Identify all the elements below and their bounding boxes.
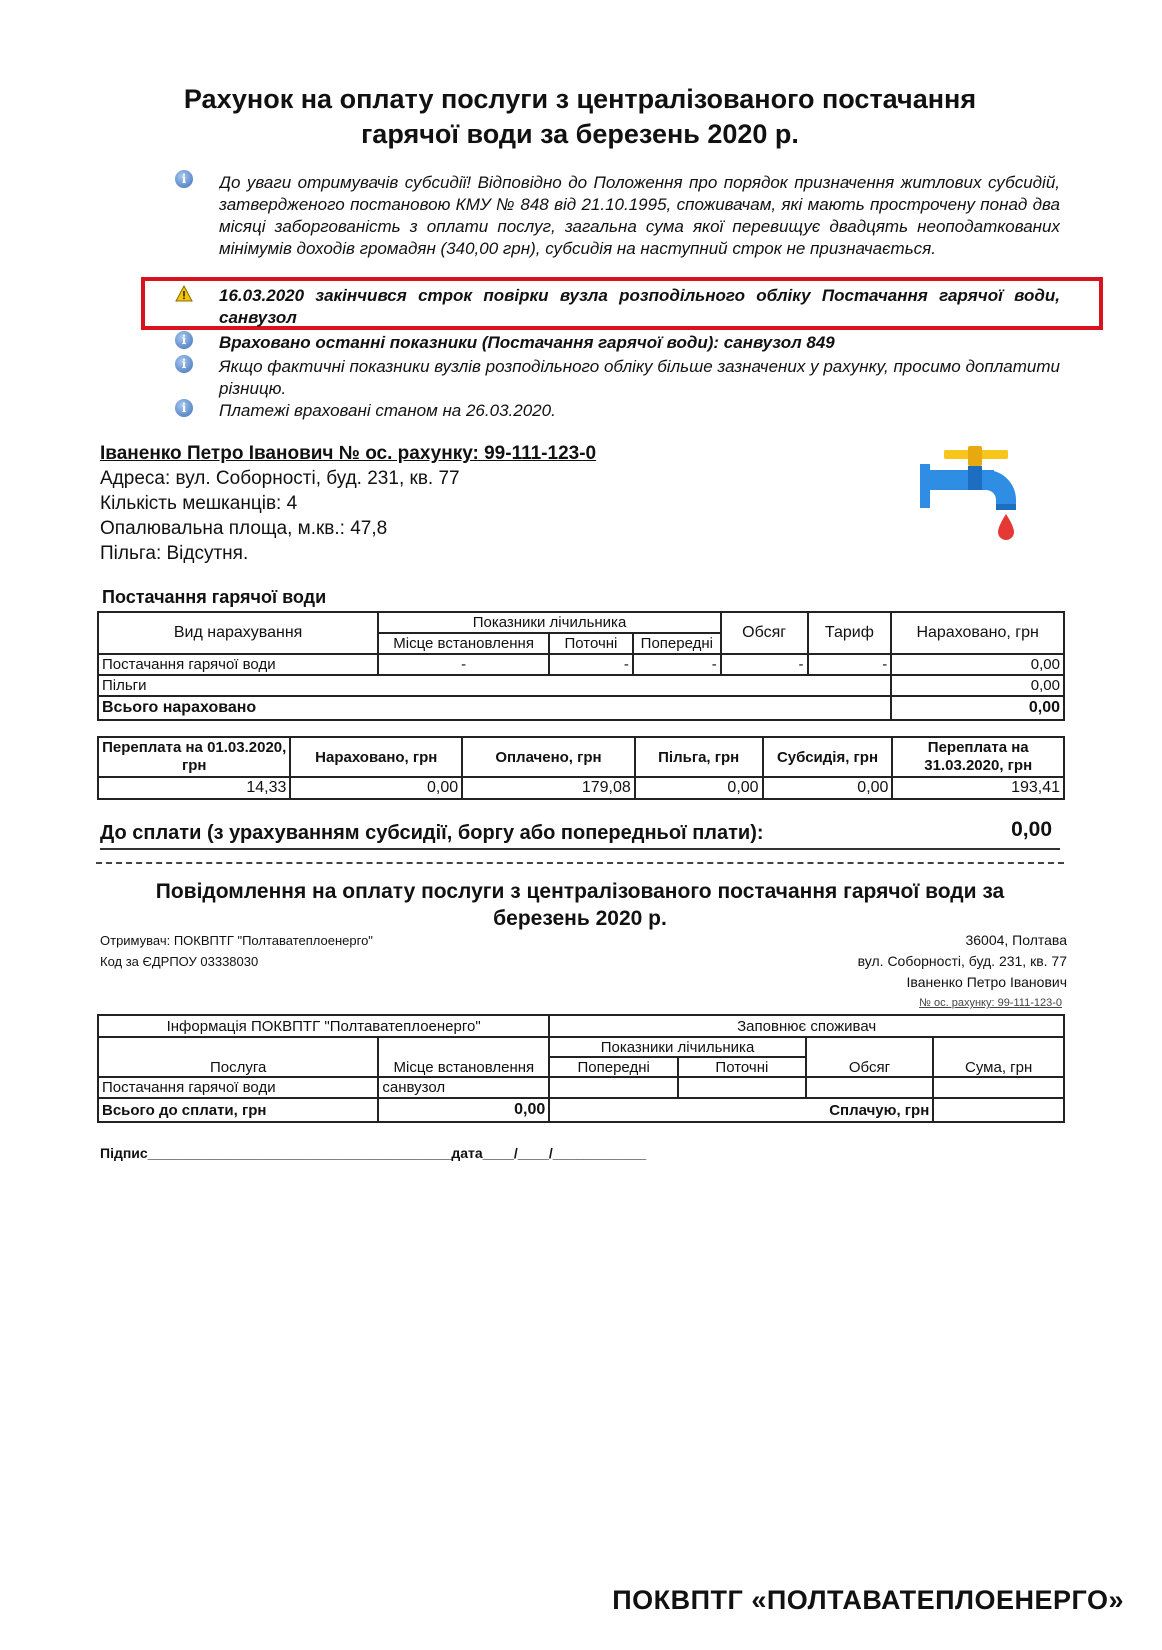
- row-charged: 0,00: [891, 675, 1064, 696]
- balance-paid-value: 179,08: [462, 777, 635, 799]
- header-charged: Нараховано, грн: [891, 612, 1064, 654]
- total-due-label: Всього до сплати, грн: [98, 1098, 378, 1122]
- balance-charged-value: 0,00: [290, 777, 462, 799]
- customer-info: [100, 441, 596, 566]
- row-charged: 0,00: [891, 654, 1064, 675]
- header-tariff: Тариф: [808, 612, 892, 654]
- balance-header-start: Переплата на 01.03.2020, грн: [98, 737, 290, 777]
- notice-title-line1: Повідомлення на оплату послуги з централізованого постачання гарячої води за: [155, 880, 1005, 903]
- recipient: Отримувач: ПОКВПТГ "Полтаватеплоенерго": [100, 933, 373, 948]
- row-location: -: [378, 654, 549, 675]
- faucet-icon: [920, 442, 1024, 546]
- paying-label: Сплачую, грн: [549, 1098, 933, 1122]
- notice-title: [100, 878, 1060, 932]
- row-previous: -: [633, 654, 721, 675]
- bill-title-line1: Рахунок на оплату послуги з централізованого постачання: [183, 84, 977, 114]
- info-icon: i: [175, 355, 193, 373]
- customer-name-account: Іваненко Петро Іванович № ос. рахунку: 99-111-123-0: [100, 443, 597, 464]
- divider: [100, 848, 1060, 850]
- signature-line: [100, 1145, 646, 1161]
- balance-header-paid: Оплачено, грн: [462, 737, 635, 777]
- notice-subsidy-text: До уваги отримувачів субсидії! Відповідно до Положення про порядок призначення житлових субсидій, затвердженого постановою КМУ № 848 від 21.10.1995, споживачам, які мають прострочену понад два місяці заборгованість з оплати послуг, загальна сума якої перевищує двадцять неоподаткованих мінімумів доходів громадян (340,00 грн), субсидія на наступний строк не призначається.: [219, 173, 1060, 258]
- charges-table: [97, 611, 1065, 721]
- notice-difference-text: Якщо фактичні показники вузлів розподільного обліку більше зазначених у рахунку, просимо доплатити різницю.: [219, 357, 1060, 398]
- sum-field[interactable]: [933, 1077, 1064, 1098]
- recipient-block: [100, 930, 373, 972]
- row-service: Постачання гарячої води: [98, 1077, 378, 1098]
- total-due-value: 0,00: [378, 1098, 549, 1122]
- signature-field[interactable]: _______________________________________: [147, 1145, 452, 1161]
- header-meter-readings: Показники лічильника: [549, 1037, 805, 1057]
- balance-start-value: 14,33: [98, 777, 290, 799]
- warning-icon: [175, 285, 193, 303]
- balance-table: [97, 736, 1065, 800]
- notice-readings-text: Враховано останні показники (Постачання гарячої води): санвузол 849: [219, 333, 835, 352]
- signature-label: Підпис: [100, 1145, 148, 1161]
- date-label: дата: [451, 1145, 483, 1161]
- customer-address: Адреса: вул. Соборності, буд. 231, кв. 77: [100, 468, 460, 489]
- header-sum: Сума, грн: [933, 1037, 1064, 1077]
- previous-reading-field[interactable]: [549, 1077, 678, 1098]
- info-header: Інформація ПОКВПТГ "Полтаватеплоенерго": [98, 1015, 549, 1037]
- notice-warning-text: 16.03.2020 закінчився строк повірки вузла розподільного обліку Постачання гарячої води, санвузол: [219, 286, 1060, 327]
- info-icon: i: [175, 170, 193, 188]
- table-row: [98, 675, 1064, 696]
- table-row: [98, 1077, 1064, 1098]
- header-current: Поточні: [678, 1057, 806, 1077]
- balance-header-charged: Нараховано, грн: [290, 737, 462, 777]
- customer-benefit: Пільга: Відсутня.: [100, 543, 249, 564]
- row-type: Постачання гарячої води: [98, 654, 378, 675]
- table-row-total: [98, 1098, 1064, 1122]
- header-service: Послуга: [98, 1037, 378, 1077]
- bill-title: [100, 82, 1060, 152]
- payer-street: вул. Соборності, буд. 231, кв. 77: [857, 953, 1067, 969]
- notice-title-line2: березень 2020 р.: [493, 907, 667, 930]
- edrpou-code: Код за ЄДРПОУ 03338030: [100, 954, 259, 969]
- row-current: -: [549, 654, 633, 675]
- paying-amount-field[interactable]: [933, 1098, 1064, 1122]
- table-row: [98, 777, 1064, 799]
- payer-name: Іваненко Петро Іванович: [906, 974, 1067, 990]
- row-location: санвузол: [378, 1077, 549, 1098]
- balance-header-end: Переплата на 31.03.2020, грн: [892, 737, 1064, 777]
- info-icon: i: [175, 331, 193, 349]
- row-tariff: -: [808, 654, 892, 675]
- header-location: Місце встановлення: [378, 1037, 549, 1077]
- customer-residents: Кількість мешканців: 4: [100, 493, 298, 514]
- to-pay-line: [100, 818, 1060, 845]
- to-pay-label: До сплати (з урахуванням субсидії, боргу або попередньої плати):: [100, 822, 764, 844]
- info-icon: i: [175, 399, 193, 417]
- balance-header-subsidy: Субсидія, грн: [763, 737, 893, 777]
- balance-end-value: 193,41: [892, 777, 1064, 799]
- to-pay-value: 0,00: [1011, 818, 1052, 841]
- payer-account: № ос. рахунку: 99-111-123-0: [919, 997, 1062, 1009]
- payer-city: 36004, Полтава: [965, 932, 1067, 948]
- row-volume: -: [721, 654, 808, 675]
- notice-table: [97, 1014, 1065, 1123]
- bill-title-line2: гарячої води за березень 2020 р.: [361, 119, 799, 149]
- charges-section-title: Постачання гарячої води: [102, 587, 327, 607]
- row-type: Пільги: [98, 675, 891, 696]
- header-volume: Обсяг: [721, 612, 808, 654]
- total-charged-label: Всього нараховано: [98, 696, 891, 720]
- customer-area: Опалювальна площа, м.кв.: 47,8: [100, 518, 388, 539]
- header-volume: Обсяг: [806, 1037, 934, 1077]
- balance-benefit-value: 0,00: [635, 777, 763, 799]
- header-previous: Попередні: [633, 633, 721, 654]
- header-charge-type: Вид нарахування: [98, 612, 378, 654]
- header-current: Поточні: [549, 633, 633, 654]
- payer-block: [858, 930, 1067, 1014]
- date-field[interactable]: ____/____/____________: [482, 1145, 647, 1161]
- cut-line: [96, 862, 1064, 864]
- notice-payments-date-text: Платежі враховані станом на 26.03.2020.: [219, 401, 556, 420]
- header-previous: Попередні: [549, 1057, 678, 1077]
- table-row-total: [98, 696, 1064, 720]
- balance-header-benefit: Пільга, грн: [635, 737, 763, 777]
- consumer-header: Заповнює споживач: [549, 1015, 1064, 1037]
- header-meter-readings: Показники лічильника: [378, 612, 721, 633]
- table-row: [98, 654, 1064, 675]
- current-reading-field[interactable]: [678, 1077, 806, 1098]
- volume-field[interactable]: [806, 1077, 934, 1098]
- total-charged-value: 0,00: [891, 696, 1064, 720]
- footer-brand: ПОКВПТГ «ПОЛТАВАТЕПЛОЕНЕРГО»: [612, 1585, 1124, 1615]
- balance-subsidy-value: 0,00: [763, 777, 893, 799]
- header-location: Місце встановлення: [378, 633, 549, 654]
